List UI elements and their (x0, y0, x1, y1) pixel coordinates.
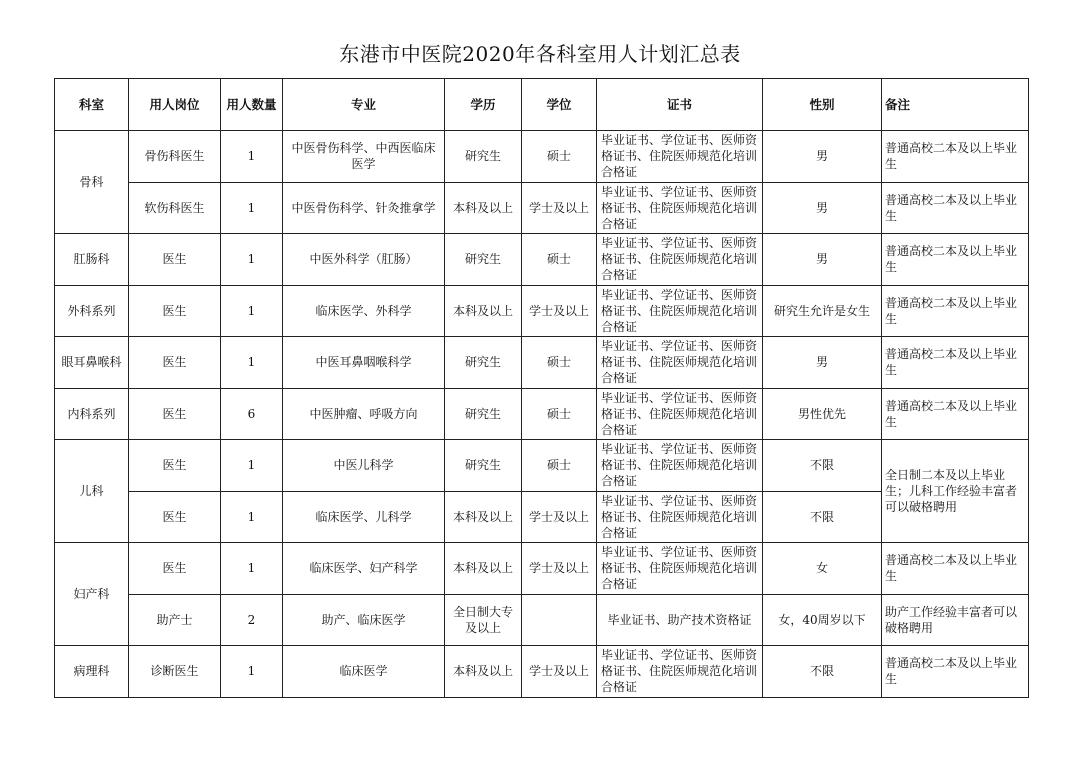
gender-cell: 不限 (763, 646, 882, 698)
table-row (55, 182, 1029, 234)
notes-cell: 普通高校二本及以上毕业生 (882, 543, 1029, 595)
gender-cell: 男 (763, 337, 882, 389)
dept-cell: 眼耳鼻喉科 (55, 337, 129, 389)
certificate-cell: 毕业证书、学位证书、医师资格证书、住院医师规范化培训合格证 (597, 491, 763, 543)
gender-cell: 女 (763, 543, 882, 595)
dept-cell: 骨科 (55, 131, 129, 234)
certificate-cell: 毕业证书、学位证书、医师资格证书、住院医师规范化培训合格证 (597, 285, 763, 337)
table-row (55, 594, 1029, 646)
count-cell: 1 (221, 285, 283, 337)
gender-cell: 女，40周岁以下 (763, 594, 882, 646)
notes-cell: 普通高校二本及以上毕业生 (882, 285, 1029, 337)
education-cell: 研究生 (445, 234, 522, 286)
count-cell: 1 (221, 131, 283, 183)
education-cell: 本科及以上 (445, 646, 522, 698)
dept-cell: 外科系列 (55, 285, 129, 337)
position-cell: 骨伤科医生 (129, 131, 221, 183)
degree-cell: 学士及以上 (522, 491, 597, 543)
gender-cell: 男 (763, 131, 882, 183)
major-cell: 临床医学、妇产科学 (283, 543, 445, 595)
count-cell: 2 (221, 594, 283, 646)
position-cell: 医生 (129, 285, 221, 337)
gender-cell: 男 (763, 182, 882, 234)
position-cell: 医生 (129, 491, 221, 543)
count-cell: 1 (221, 440, 283, 492)
dept-cell: 肛肠科 (55, 234, 129, 286)
count-cell: 6 (221, 388, 283, 440)
dept-cell: 病理科 (55, 646, 129, 698)
notes-cell: 全日制二本及以上毕业生；儿科工作经验丰富者可以破格聘用 (882, 440, 1029, 543)
major-cell: 中医骨伤科学、中西医临床医学 (283, 131, 445, 183)
dept-cell: 儿科 (55, 440, 129, 543)
header-position: 用人岗位 (129, 79, 221, 131)
education-cell: 本科及以上 (445, 182, 522, 234)
page-title: 东港市中医院2020年各科室用人计划汇总表 (339, 42, 741, 66)
major-cell: 中医外科学（肛肠） (283, 234, 445, 286)
header-degree: 学位 (522, 79, 597, 131)
education-cell: 研究生 (445, 337, 522, 389)
certificate-cell: 毕业证书、学位证书、医师资格证书、住院医师规范化培训合格证 (597, 234, 763, 286)
table-row (55, 285, 1029, 337)
gender-cell: 不限 (763, 491, 882, 543)
header-certificate: 证书 (597, 79, 763, 131)
certificate-cell: 毕业证书、学位证书、医师资格证书、住院医师规范化培训合格证 (597, 543, 763, 595)
degree-cell (522, 594, 597, 646)
position-cell: 助产士 (129, 594, 221, 646)
major-cell: 临床医学、儿科学 (283, 491, 445, 543)
major-cell: 中医骨伤科学、针灸推拿学 (283, 182, 445, 234)
notes-cell: 普通高校二本及以上毕业生 (882, 337, 1029, 389)
degree-cell: 硕士 (522, 388, 597, 440)
table-row (55, 646, 1029, 698)
degree-cell: 硕士 (522, 234, 597, 286)
position-cell: 软伤科医生 (129, 182, 221, 234)
table-row (55, 388, 1029, 440)
position-cell: 医生 (129, 543, 221, 595)
notes-cell: 普通高校二本及以上毕业生 (882, 131, 1029, 183)
header-count: 用人数量 (221, 79, 283, 131)
certificate-cell: 毕业证书、学位证书、医师资格证书、住院医师规范化培训合格证 (597, 182, 763, 234)
staffing-plan-table (54, 78, 1029, 698)
major-cell: 中医肿瘤、呼吸方向 (283, 388, 445, 440)
count-cell: 1 (221, 182, 283, 234)
degree-cell: 学士及以上 (522, 646, 597, 698)
major-cell: 中医耳鼻咽喉科学 (283, 337, 445, 389)
header-major: 专业 (283, 79, 445, 131)
table-row (55, 543, 1029, 595)
dept-cell: 内科系列 (55, 388, 129, 440)
count-cell: 1 (221, 543, 283, 595)
certificate-cell: 毕业证书、学位证书、医师资格证书、住院医师规范化培训合格证 (597, 646, 763, 698)
education-cell: 研究生 (445, 131, 522, 183)
count-cell: 1 (221, 646, 283, 698)
notes-cell: 普通高校二本及以上毕业生 (882, 182, 1029, 234)
certificate-cell: 毕业证书、助产技术资格证 (597, 594, 763, 646)
header-education: 学历 (445, 79, 522, 131)
education-cell: 全日制大专及以上 (445, 594, 522, 646)
certificate-cell: 毕业证书、学位证书、医师资格证书、住院医师规范化培训合格证 (597, 337, 763, 389)
position-cell: 医生 (129, 388, 221, 440)
major-cell: 临床医学 (283, 646, 445, 698)
notes-cell: 普通高校二本及以上毕业生 (882, 234, 1029, 286)
degree-cell: 学士及以上 (522, 182, 597, 234)
education-cell: 本科及以上 (445, 491, 522, 543)
gender-cell: 男性优先 (763, 388, 882, 440)
degree-cell: 硕士 (522, 131, 597, 183)
table-row (55, 337, 1029, 389)
position-cell: 医生 (129, 234, 221, 286)
table-row (55, 131, 1029, 183)
certificate-cell: 毕业证书、学位证书、医师资格证书、住院医师规范化培训合格证 (597, 440, 763, 492)
major-cell: 临床医学、外科学 (283, 285, 445, 337)
header-dept: 科室 (55, 79, 129, 131)
gender-cell: 研究生允许是女生 (763, 285, 882, 337)
education-cell: 研究生 (445, 440, 522, 492)
education-cell: 研究生 (445, 388, 522, 440)
degree-cell: 硕士 (522, 440, 597, 492)
count-cell: 1 (221, 234, 283, 286)
header-gender: 性别 (763, 79, 882, 131)
major-cell: 中医儿科学 (283, 440, 445, 492)
education-cell: 本科及以上 (445, 285, 522, 337)
dept-cell: 妇产科 (55, 543, 129, 646)
gender-cell: 男 (763, 234, 882, 286)
gender-cell: 不限 (763, 440, 882, 492)
position-cell: 诊断医生 (129, 646, 221, 698)
notes-cell: 普通高校二本及以上毕业生 (882, 388, 1029, 440)
header-notes: 备注 (882, 79, 1029, 131)
count-cell: 1 (221, 491, 283, 543)
table-row (55, 440, 1029, 492)
major-cell: 助产、临床医学 (283, 594, 445, 646)
certificate-cell: 毕业证书、学位证书、医师资格证书、住院医师规范化培训合格证 (597, 131, 763, 183)
position-cell: 医生 (129, 440, 221, 492)
certificate-cell: 毕业证书、学位证书、医师资格证书、住院医师规范化培训合格证 (597, 388, 763, 440)
position-cell: 医生 (129, 337, 221, 389)
degree-cell: 学士及以上 (522, 543, 597, 595)
table-row (55, 234, 1029, 286)
degree-cell: 硕士 (522, 337, 597, 389)
notes-cell: 助产工作经验丰富者可以破格聘用 (882, 594, 1029, 646)
degree-cell: 学士及以上 (522, 285, 597, 337)
education-cell: 本科及以上 (445, 543, 522, 595)
notes-cell: 普通高校二本及以上毕业生 (882, 646, 1029, 698)
count-cell: 1 (221, 337, 283, 389)
header-row (55, 79, 1029, 131)
